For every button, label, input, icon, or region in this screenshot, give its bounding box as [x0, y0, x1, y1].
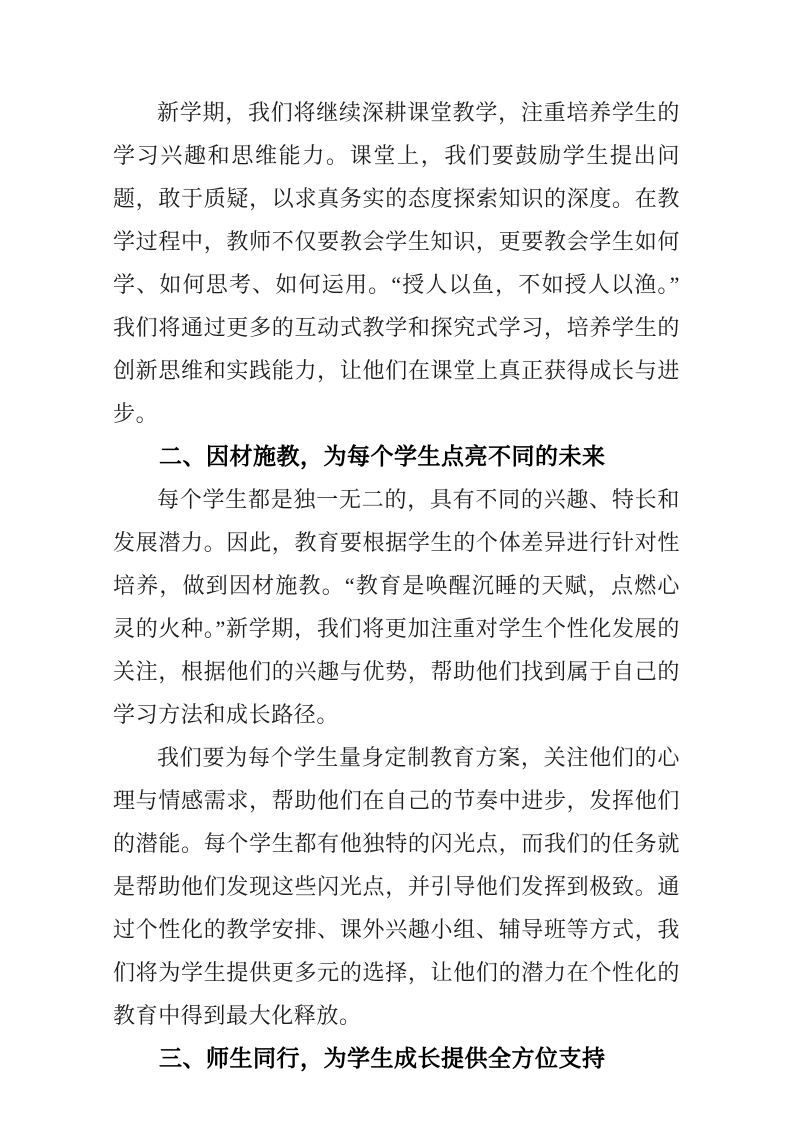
paragraph-classroom-teaching: 新学期，我们将继续深耕课堂教学，注重培养学生的学习兴趣和思维能力。课堂上，我们要鼓励学生提出问题，敢于质疑，以求真务实的态度探索知识的深度。在教学过程中，教师不仅要教会学生知识，更要教会学生如何学、如何思考、如何运用。“授人以鱼，不如授人以渔。”我们将通过更多的互动式教学和探究式学习，培养学生的创新思维和实践能力，让他们在课堂上真正获得成长与进步。: [113, 100, 680, 426]
paragraph-tailored-education-plan: 我们要为每个学生量身定制教育方案，关注他们的心理与情感需求，帮助他们在自己的节奏中进步，发挥他们的潜能。每个学生都有他独特的闪光点，而我们的任务就是帮助他们发现这些闪光点，并引导他们发挥到极致。通过个性化的教学安排、课外兴趣小组、辅导班等方式，我们将为学生提供更多元的选择，让他们的潜力在个性化的教育中得到最大化释放。: [113, 745, 680, 1028]
section-heading-2: 二、因材施教，为每个学生点亮不同的未来: [159, 443, 606, 469]
section-heading-3: 三、师生同行，为学生成长提供全方位支持: [159, 1045, 606, 1071]
paragraph-individualized-teaching: 每个学生都是独一无二的，具有不同的兴趣、特长和发展潜力。因此，教育要根据学生的个体差异进行针对性培养，做到因材施教。“教育是唤醒沉睡的天赋，点燃心灵的火种。”新学期，我们将更加注重对学生个性化发展的关注，根据他们的兴趣与优势，帮助他们找到属于自己的学习方法和成长路径。: [113, 487, 680, 727]
document-body: [113, 91, 680, 1080]
